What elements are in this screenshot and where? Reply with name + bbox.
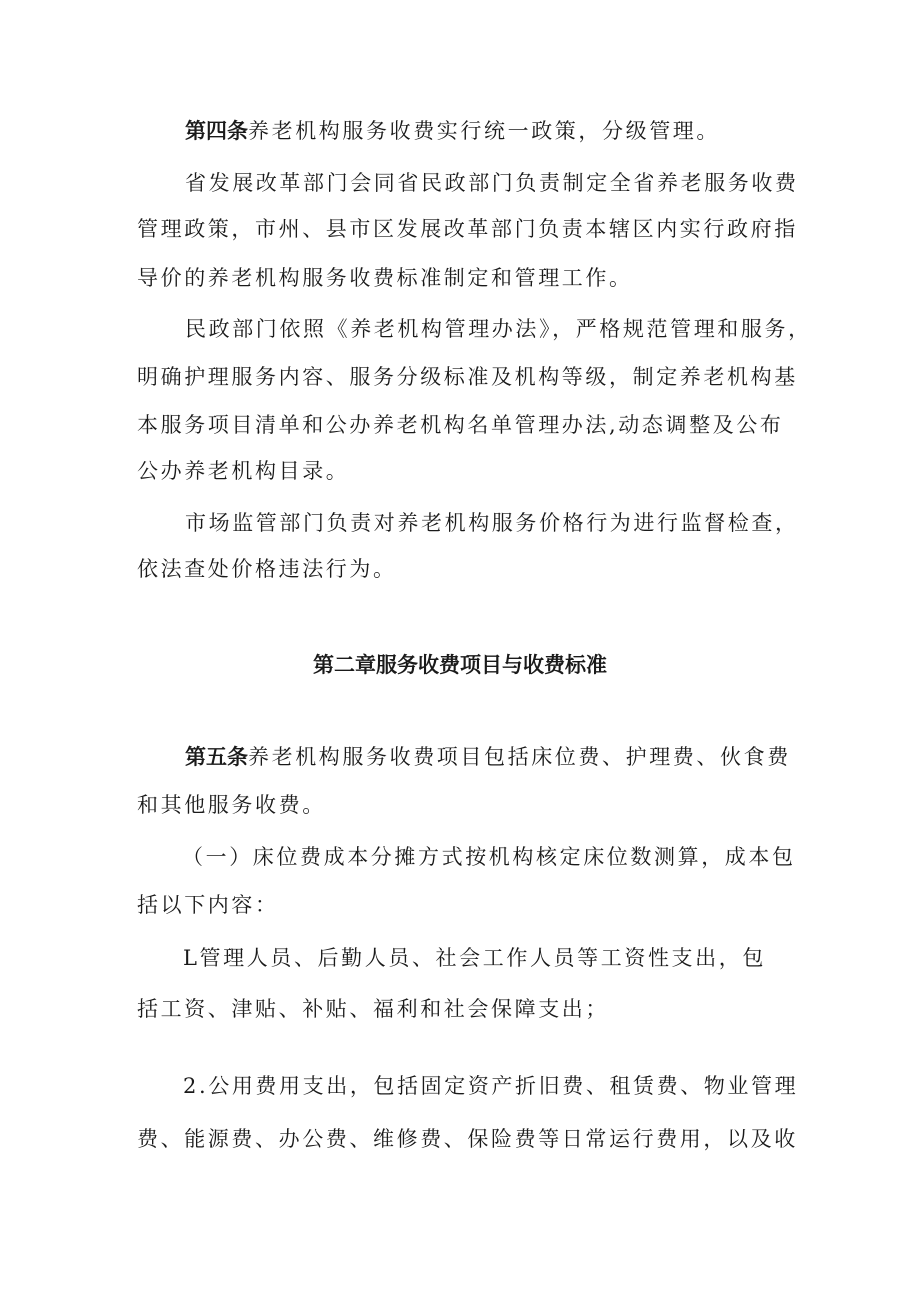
- article4-title: 第四条: [185, 119, 248, 143]
- article5-sub1-line2: 括工资、津贴、补贴、福利和社会保障支出；: [137, 997, 609, 1021]
- article5-text: 养老机构服务收费项目包括床位费、护理费、伙食费: [248, 745, 791, 769]
- article4-p4-line1: 市场监管部门负责对养老机构服务价格行为进行监督检查，: [185, 511, 799, 535]
- article4-p3-line4: 公办养老机构目录。: [137, 459, 350, 483]
- article4-line1: [185, 116, 720, 146]
- article5-item1-line2: 括以下内容：: [137, 893, 279, 917]
- article5-line1: [185, 742, 791, 772]
- article4-p2-line3: 导价的养老机构服务收费标准制定和管理工作。: [137, 266, 633, 290]
- article4-p2-line1: 省发展改革部门会同省民政部门负责制定全省养老服务收费: [185, 171, 799, 195]
- article4-p2-line2: 管理政策，市州、县市区发展改革部门负责本辖区内实行政府指: [137, 217, 798, 241]
- article4-p3-line3: 本服务项目清单和公办养老机构名单管理办法,动态调整及公布: [137, 413, 784, 437]
- article4-text: 养老机构服务收费实行统一政策，分级管理。: [248, 119, 720, 143]
- chapter-heading: 第二章服务收费项目与收费标准: [313, 653, 607, 677]
- article4-p4-line2: 依法查处价格违法行为。: [137, 557, 397, 581]
- article5-sub2-line2: 费、能源费、办公费、维修费、保险费等日常运行费用，以及收: [137, 1127, 798, 1151]
- article5-line2: 和其他服务收费。: [137, 793, 326, 817]
- article5-item1-line1: （一）床位费成本分摊方式按机构核定床位数测算，成本包: [182, 845, 796, 869]
- article4-p3-line1: 民政部门依照《养老机构管理办法》，严格规范管理和服务，: [185, 317, 812, 341]
- article5-sub2-line1: 2.公用费用支出，包括固定资产折旧费、租赁费、物业管理: [183, 1074, 799, 1098]
- article5-sub1-line1: L管理人员、后勤人员、社会工作人员等工资性支出，包: [183, 946, 766, 970]
- article4-p3-line2: 明确护理服务内容、服务分级标准及机构等级，制定养老机构基: [137, 365, 798, 389]
- article5-title: 第五条: [185, 745, 248, 769]
